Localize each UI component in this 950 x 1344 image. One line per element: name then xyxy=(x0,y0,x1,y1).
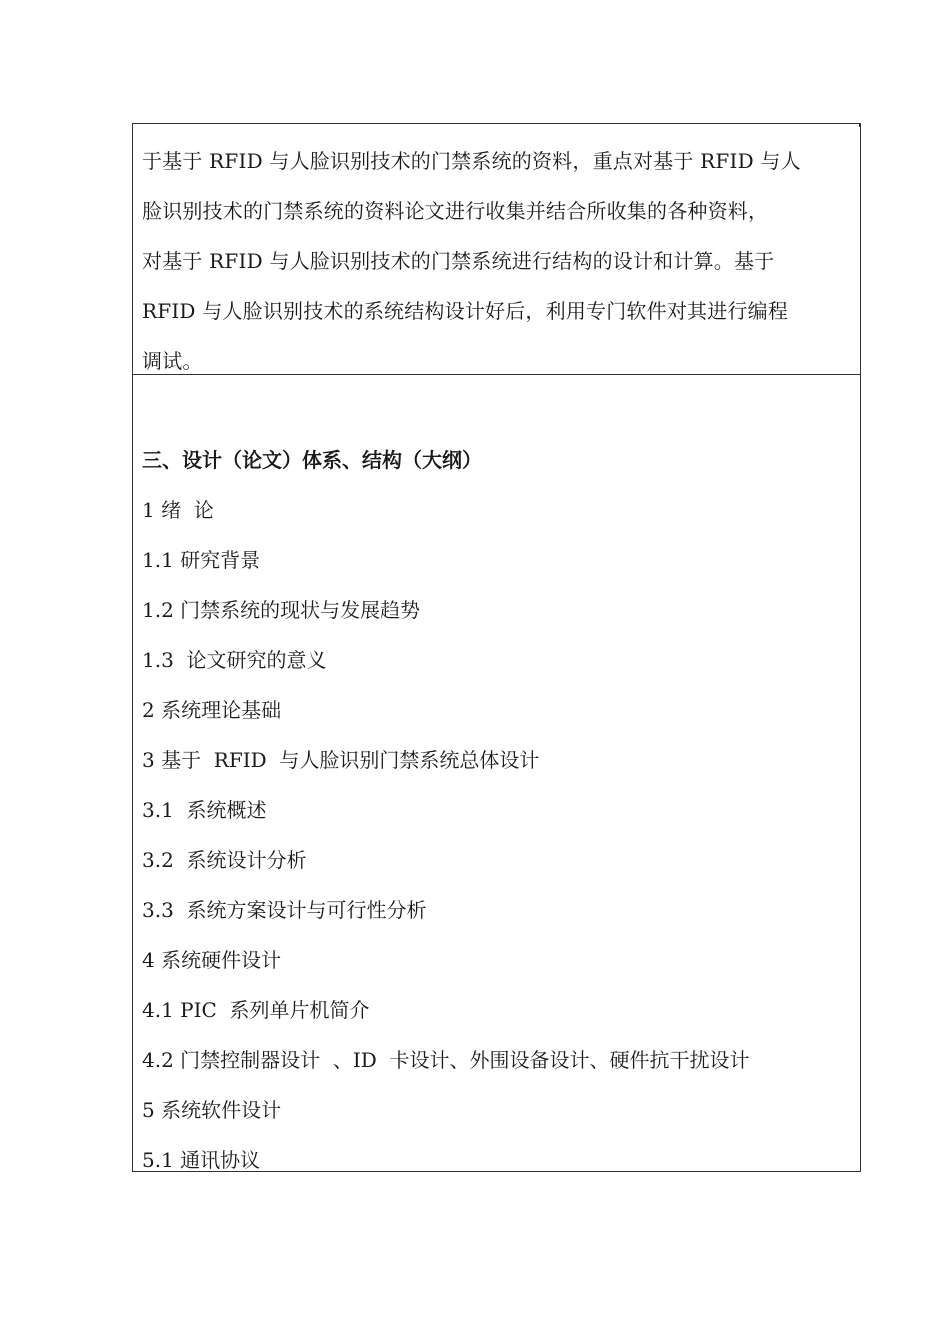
outline-item: 3.3 系统方案设计与可行性分析 xyxy=(142,898,427,922)
outline-item: 4.2 门禁控制器设计 、ID 卡设计、外围设备设计、硬件抗干扰设计 xyxy=(142,1048,750,1072)
outline-item: 3.1 系统概述 xyxy=(142,798,267,822)
outline-item: 1.1 研究背景 xyxy=(142,548,261,572)
outline-item: 1.2 门禁系统的现状与发展趋势 xyxy=(142,598,421,622)
outline-item: 4 系统硬件设计 xyxy=(142,948,282,972)
outline-item: 3 基于 RFID 与人脸识别门禁系统总体设计 xyxy=(142,748,540,772)
paragraph-line: RFID 与人脸识别技术的系统结构设计好后，利用专门软件对其进行编程 xyxy=(142,299,789,323)
paragraph-line: 调试。 xyxy=(142,349,203,373)
table-cell-research-content xyxy=(132,123,861,375)
outline-item: 1 绪 论 xyxy=(142,498,214,522)
outline-item: 4.1 PIC 系列单片机简介 xyxy=(142,998,370,1022)
outline-item: 1.3 论文研究的意义 xyxy=(142,648,327,672)
section-heading: 三、设计（论文）体系、结构（大纲） xyxy=(142,448,482,472)
outline-item: 3.2 系统设计分析 xyxy=(142,848,307,872)
outline-item: 5 系统软件设计 xyxy=(142,1098,282,1122)
paragraph-line: 于基于 RFID 与人脸识别技术的门禁系统的资料，重点对基于 RFID 与人 xyxy=(142,149,801,173)
paragraph-line: 对基于 RFID 与人脸识别技术的门禁系统进行结构的设计和计算。基于 xyxy=(142,249,775,273)
outline-item: 2 系统理论基础 xyxy=(142,698,282,722)
outline-item: 5.1 通讯协议 xyxy=(142,1148,261,1172)
table-cell-outline xyxy=(132,374,861,1172)
paragraph-line: 脸识别技术的门禁系统的资料论文进行收集并结合所收集的各种资料， xyxy=(142,199,769,223)
